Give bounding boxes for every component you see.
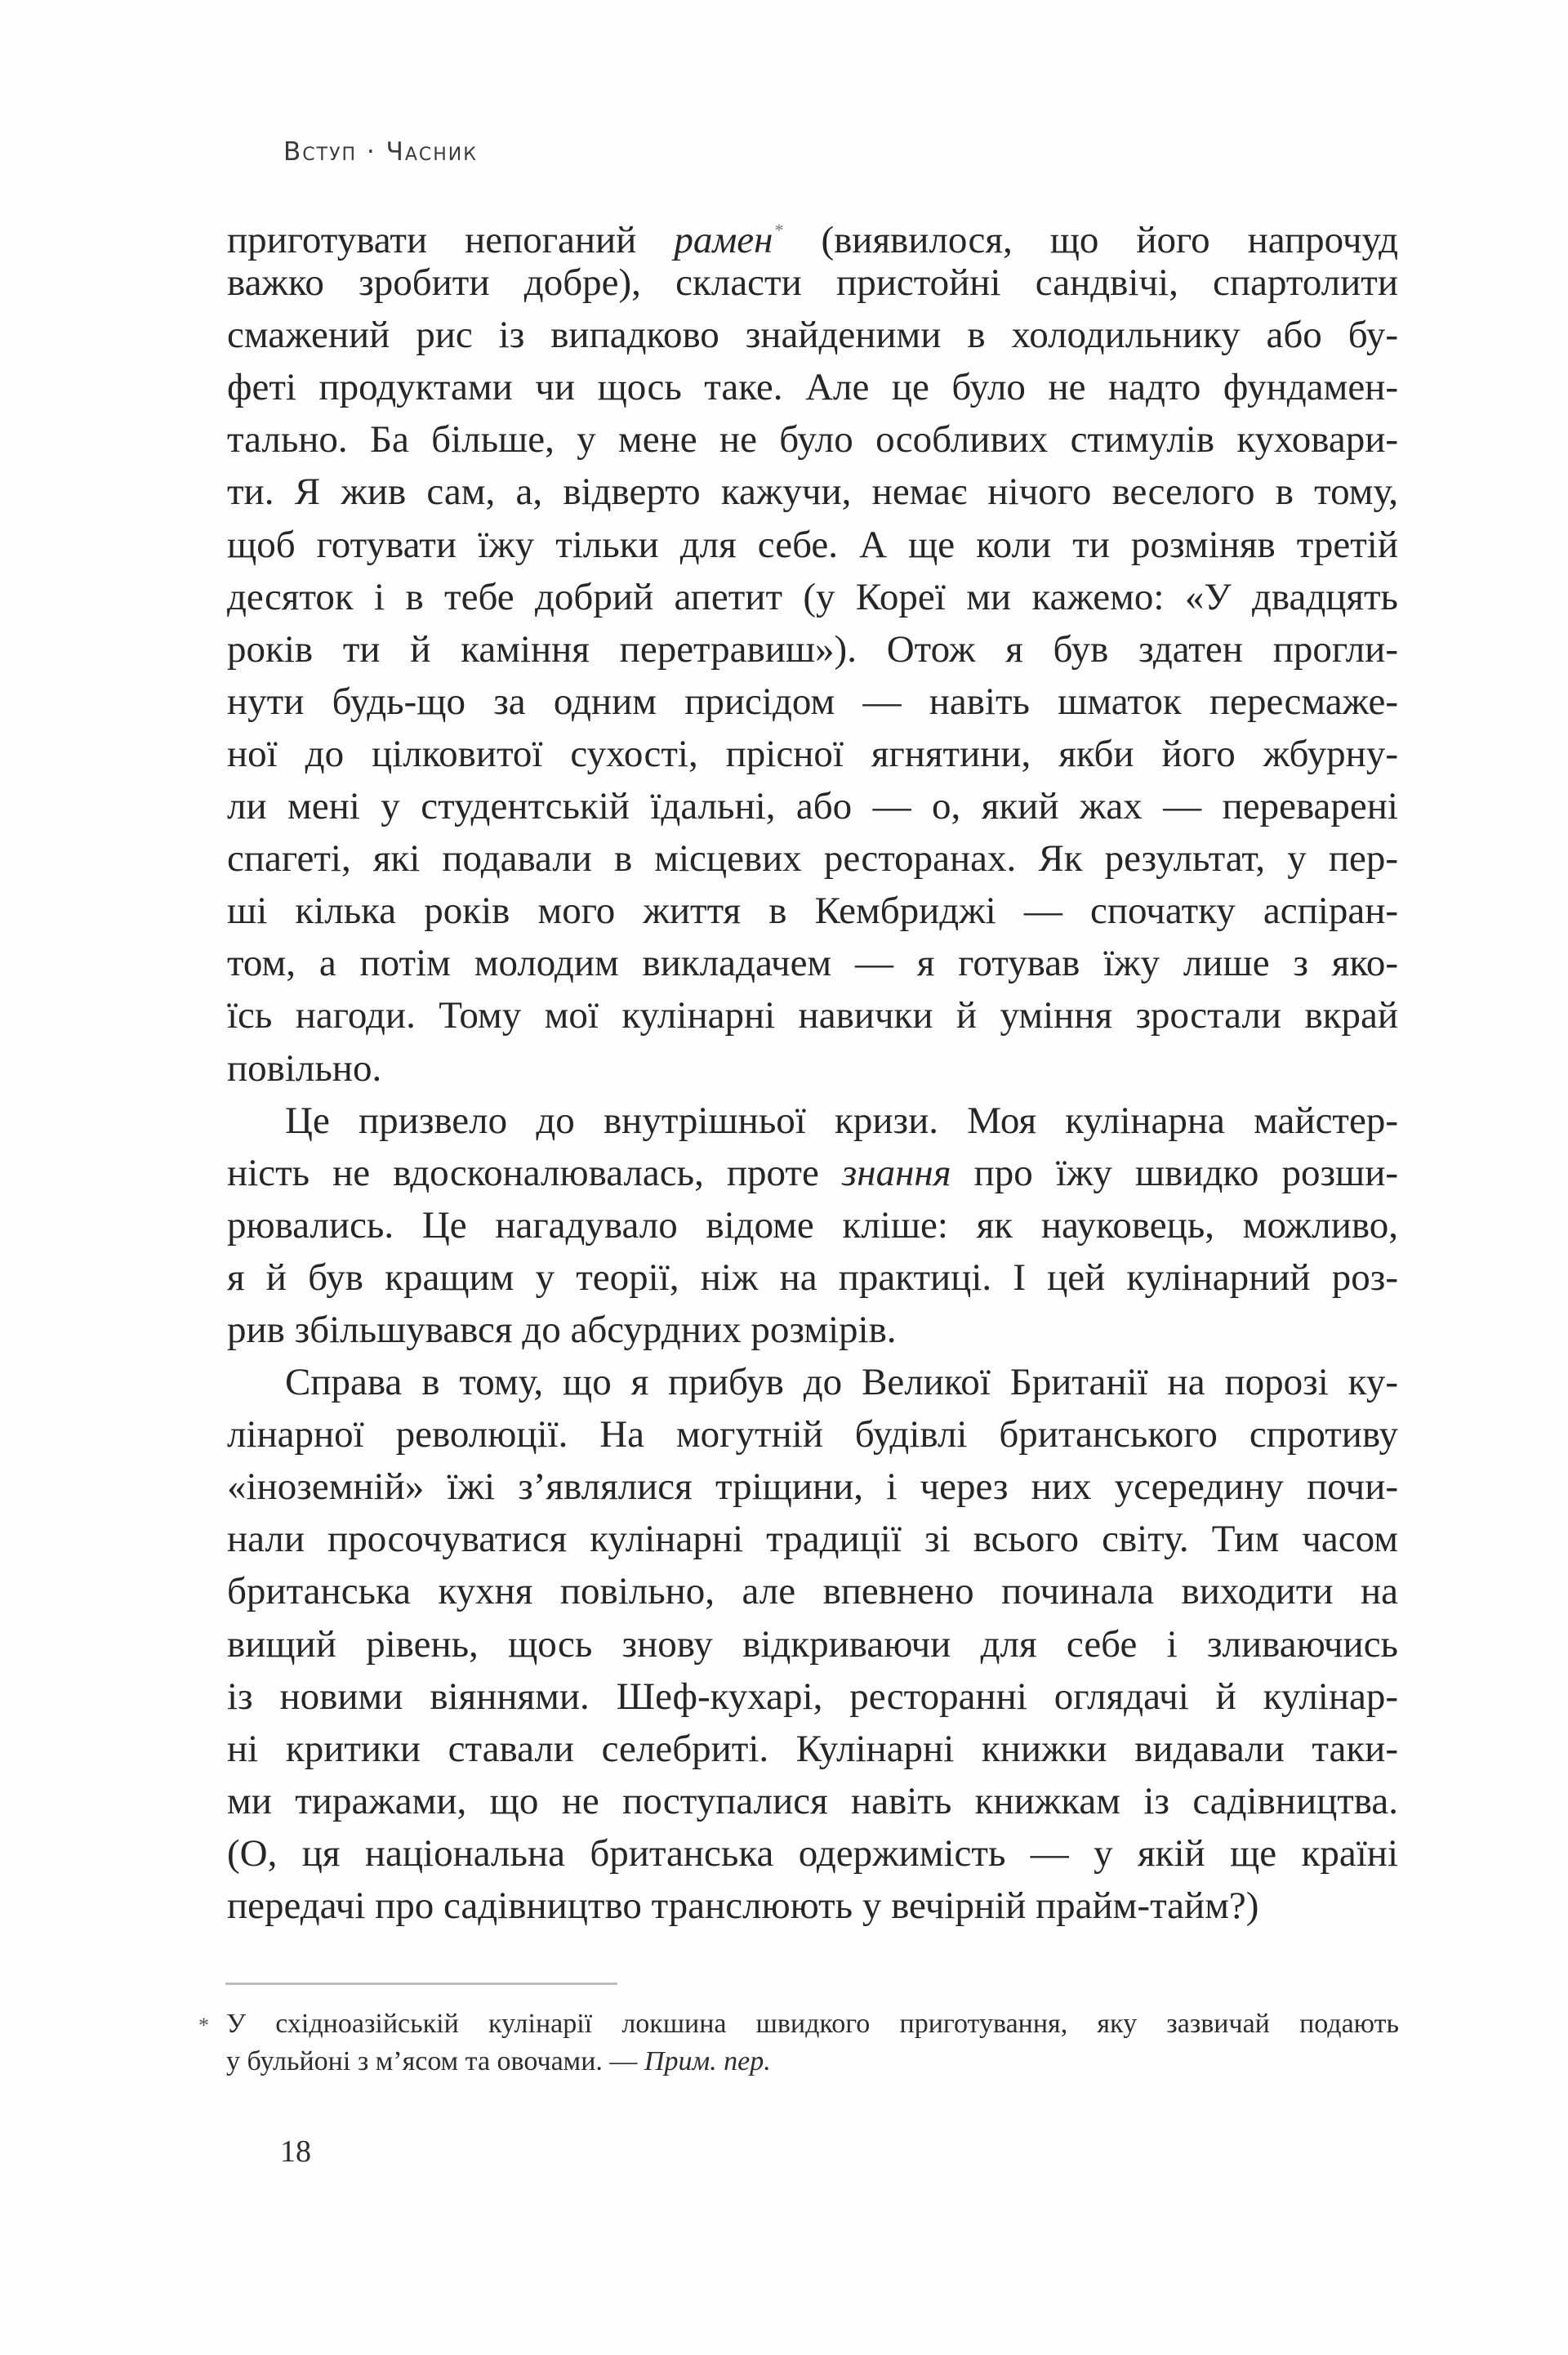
text-line: вищий рівень, щось знову відкриваючи для себе і зливаючись	[227, 1622, 1398, 1666]
text-line: смажений рис із випадково знайденими в холодильнику або бу-	[227, 314, 1398, 357]
text-line: із новими віяннями. Шеф-кухарі, ресторанні оглядачі й кулінар-	[227, 1675, 1398, 1718]
text-line: ні критики ставали селебриті. Кулінарні книжки видавали таки-	[227, 1727, 1398, 1770]
text-line: «іноземній» їжі з’являлися тріщини, і через них усередину почи-	[227, 1465, 1398, 1509]
running-head: Вступ · Часник	[283, 137, 478, 167]
footnote-text: у бульйоні з м’ясом та овочами. —	[226, 2046, 644, 2076]
text-line: десяток і в тебе добрий апетит (у Кореї ми кажемо: «У двадцять	[227, 575, 1398, 618]
text-line: лінарної революції. На могутній будівлі британського спротиву	[227, 1413, 1398, 1456]
text-line: тально. Ба більше, у мене не було особливих стимулів куховари-	[227, 418, 1398, 462]
text-line: я й був кращим у теорії, ніж на практиці. І цей кулінарний роз-	[227, 1256, 1398, 1299]
text-line: повільно.	[227, 1046, 382, 1090]
text-line: Справа в тому, що я прибув до Великої Британії на порозі ку-	[285, 1361, 1398, 1404]
text-line: рювались. Це нагадувало відоме кліше: як науковець, можливо,	[227, 1203, 1398, 1247]
body-text	[227, 204, 1398, 1932]
italic-term: знання	[841, 1151, 951, 1194]
text-line: ми тиражами, що не поступалися навіть книжкам із садівництва.	[227, 1779, 1398, 1822]
text-line: ші кілька років мого життя в Кембриджі — спочатку аспіран-	[227, 890, 1398, 933]
text-line: років ти й каміння перетравиш»). Отож я був здатен прогли-	[227, 627, 1398, 671]
text-segment: приготувати непоганий	[227, 219, 675, 261]
italic-term: рамен	[674, 219, 773, 261]
text-line: важко зробити добре), скласти пристойні сандвічі, спартолити	[227, 261, 1398, 305]
footnote-marker: *	[198, 2014, 209, 2037]
text-segment: (виявилося, що його напрочуд	[783, 219, 1398, 261]
footnote-line	[226, 2043, 1399, 2081]
page-number: 18	[280, 2134, 311, 2169]
text-segment: ність не вдосконалювалась, проте	[227, 1151, 842, 1194]
footnote	[198, 2005, 1399, 2081]
text-line: ти. Я жив сам, а, відверто кажучи, немає нічого веселого в тому,	[227, 471, 1398, 514]
text-line	[227, 1147, 1398, 1199]
footnote-rule	[225, 1983, 617, 1985]
text-line: Це призвело до внутрішньої кризи. Моя кулінарна майстер-	[285, 1099, 1398, 1142]
text-line: рив збільшувався до абсурдних розмірів.	[227, 1308, 897, 1351]
text-line: щоб готувати їжу тільки для себе. А ще коли ти розміняв третій	[227, 523, 1398, 566]
text-line: ної до цілковитої сухості, прісної ягнятини, якби його жбурну-	[227, 732, 1398, 775]
text-line: нали просочуватися кулінарні традиції зі всього світу. Тим часом	[227, 1518, 1398, 1561]
text-line	[227, 204, 1398, 261]
text-line: том, а потім молодим викладачем — я готував їжу лише з яко-	[227, 942, 1398, 985]
footnote-line: У східноазійській кулінарії локшина швидкого приготування, яку зазвичай подають	[226, 2009, 1399, 2039]
text-line: їсь нагоди. Тому мої кулінарні навички й уміння зростали вкрай	[227, 994, 1398, 1037]
text-line: спагеті, які подавали в місцевих ресторанах. Як результат, у пер-	[227, 837, 1398, 881]
text-line: ли мені у студентській їдальні, або — о, який жах — переварені	[227, 785, 1398, 828]
footnote-reference: *	[774, 220, 784, 240]
text-line: (О, ця національна британська одержимість — у якій ще країні	[227, 1831, 1398, 1875]
text-line: феті продуктами чи щось таке. Але це було не надто фундамен-	[227, 366, 1398, 409]
text-line: британська кухня повільно, але впевнено починала виходити на	[227, 1570, 1398, 1613]
translator-note: Прим. пер.	[644, 2046, 771, 2076]
text-line: передачі про садівництво транслюють у вечірній прайм-тайм?)	[227, 1884, 1259, 1927]
text-line: нути будь-що за одним присідом — навіть шматок пересмаже-	[227, 680, 1398, 723]
text-segment: про їжу швидко розши-	[951, 1151, 1399, 1194]
